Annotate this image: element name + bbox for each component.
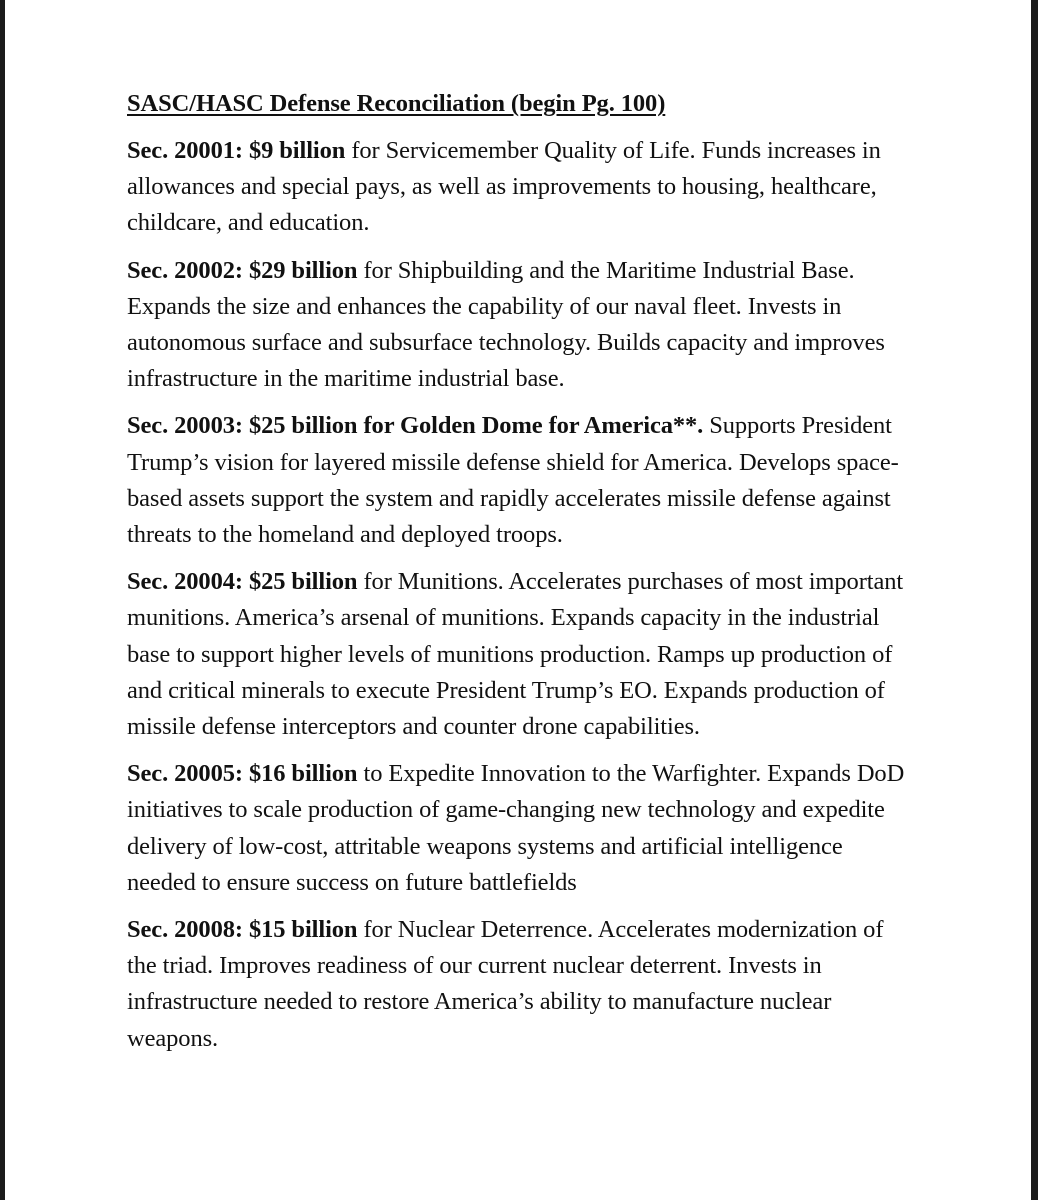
section-20008 <box>127 912 917 1057</box>
document-title: SASC/HASC Defense Reconciliation (begin Pg. 100) <box>127 90 666 117</box>
section-20003 <box>127 408 917 553</box>
section-text: for Nuclear Deterrence. Accelerates modernization of the triad. Improves readiness of our current nuclear deterrent. Invests in infrastructure needed to restore America’s ability to manufacture nuclear weapons. <box>127 916 884 1052</box>
section-text: to Expedite Innovation to the Warfighter. Expands DoD initiatives to scale production of game-changing new technology and expedite delivery of low-cost, attritable weapons systems and artificial intelligence needed to ensure success on future battlefields <box>127 760 905 896</box>
left-edge-bar <box>0 0 5 1200</box>
section-text: for Munitions. Accelerates purchases of most important munitions. America’s arsenal of munitions. Expands capacity in the industrial base to support higher levels of munitions production. Ramps up production of and critical minerals to execute President Trump’s EO. Expands production of missile defense interceptors and counter drone capabilities. <box>127 568 904 741</box>
right-edge-bar <box>1031 0 1038 1200</box>
section-label: Sec. 20004: $25 billion <box>127 568 358 596</box>
section-label: Sec. 20002: $29 billion <box>127 256 358 284</box>
section-label: Sec. 20005: $16 billion <box>127 760 358 788</box>
section-label: Sec. 20003: $25 billion for Golden Dome for America**. <box>127 412 704 440</box>
section-label: Sec. 20008: $15 billion <box>127 916 358 944</box>
section-20001 <box>127 133 917 242</box>
section-text: for Shipbuilding and the Maritime Industrial Base. Expands the size and enhances the capability of our naval fleet. Invests in autonomous surface and subsurface technology. Builds capacity and improves infrastructure in the maritime industrial base. <box>127 256 885 393</box>
section-20005 <box>127 756 917 901</box>
section-20004 <box>127 564 917 745</box>
section-text: for Servicemember Quality of Life. Funds increases in allowances and special pays, as well as improvements to housing, healthcare, childcare, and education. <box>127 137 881 237</box>
section-label: Sec. 20001: $9 billion <box>127 137 346 164</box>
document-page <box>127 86 917 1068</box>
section-text: Supports President Trump’s vision for layered missile defense shield for America. Develops space-based assets support the system and rapidly accelerates missile defense against threats to the homeland and deployed troops. <box>127 412 899 549</box>
section-20002 <box>127 253 917 398</box>
